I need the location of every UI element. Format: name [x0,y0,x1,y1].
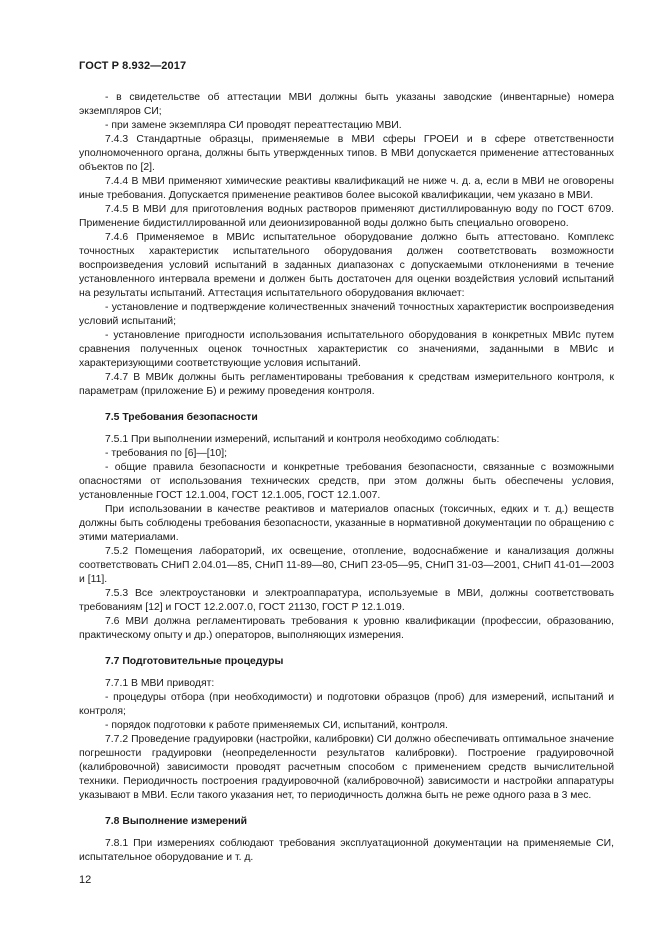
paragraph-7-4-7: 7.4.7 В МВИк должны быть регламентированы требования к средствам измерительного контроля, к параметрам (приложение Б) и режиму проведения контроля. [79,372,614,397]
paragraph-7-7-1: 7.7.1 В МВИ приводят: [105,678,215,689]
page-number: 12 [79,874,92,886]
paragraph-7-4-3: 7.4.3 Стандартные образцы, применяемые в МВИ сферы ГРОЕИ и в сфере ответственности уполномоченного органа, должны быть утвержденных типов. В МВИ допускается применение аттестованных объектов по [2]. [79,134,614,173]
paragraph-7-4-6: 7.4.6 Применяемое в МВИс испытательное оборудование должно быть аттестовано. Комплекс точностных характеристик испытательного оборудования должен соответствовать возможности воспроизведения условий испытаний в заданных диапазонах с допускаемыми отклонениями в течение установленного интервала времени и должен быть достаточен для оценки воздействия условий испытаний на результаты испытаний. Аттестация испытательного оборудования включает: [79,232,614,299]
document-body [79,91,614,865]
paragraph: - установление и подтверждение количественных значений точностных характеристик воспроизведения условий испытаний; [79,302,614,327]
paragraph-7-5-2: 7.5.2 Помещения лабораторий, их освещение, отопление, водоснабжение и канализация должны соответствовать СНиП 2.04.01—85, СНиП 11-89—80, СНиП 23-05—95, СНиП 31-03—2001, СНиП 41-01—2003 и [11]. [79,546,614,585]
paragraph-7-4-4: 7.4.4 В МВИ применяют химические реактивы квалификаций не ниже ч. д. а, если в МВИ не оговорены иные требования. Допускается применение реактивов более высокой квалификации, чем указано в МВИ. [79,176,614,201]
paragraph: - при замене экземпляра СИ проводят переаттестацию МВИ. [105,120,402,131]
paragraph-7-8-1: 7.8.1 При измерениях соблюдают требования эксплуатационной документации на применяемые СИ, испытательное оборудование и т. д. [79,838,614,863]
paragraph: - порядок подготовки к работе применяемых СИ, испытаний, контроля. [105,720,448,731]
paragraph: При использовании в качестве реактивов и материалов опасных (токсичных, едких и т. д.) веществ должны быть соблюдены требования безопасности, указанные в нормативной документации по обращению с этими материалами. [79,504,614,543]
paragraph-7-6: 7.6 МВИ должна регламентировать требования к уровню квалификации (профессии, образованию, практическому опыту и др.) операторов, выполняющих измерения. [79,616,614,641]
paragraph: - процедуры отбора (при необходимости) и подготовки образцов (проб) для измерений, испытаний и контроля; [79,692,614,717]
paragraph: - в свидетельстве об аттестации МВИ должны быть указаны заводские (инвентарные) номера экземпляров СИ; [79,92,614,117]
paragraph-7-5-3: 7.5.3 Все электроустановки и электроаппаратура, используемые в МВИ, должны соответствовать требованиям [12] и ГОСТ 12.2.007.0, ГОСТ 21130, ГОСТ Р 12.1.019. [79,588,614,613]
paragraph-7-5-1: 7.5.1 При выполнении измерений, испытаний и контроля необходимо соблюдать: [105,434,500,445]
paragraph: - общие правила безопасности и конкретные требования безопасности, связанные с возможными опасностями от использования технических средств, при этом должны быть обеспечены условия, установленные ГОСТ 12.1.004, ГОСТ 12.1.005, ГОСТ 12.1.007. [79,462,614,501]
paragraph: - требования по [6]—[10]; [105,448,227,459]
document-header: ГОСТ Р 8.932—2017 [79,60,187,72]
section-heading-7-7: 7.7 Подготовительные процедуры [105,656,284,667]
paragraph-7-4-5: 7.4.5 В МВИ для приготовления водных растворов применяют дистиллированную воду по ГОСТ 6709. Применение бидистиллированной или деионизированной воды должно быть специально оговорено. [79,204,614,229]
section-heading-7-5: 7.5 Требования безопасности [105,412,258,423]
section-heading-7-8: 7.8 Выполнение измерений [105,816,247,827]
paragraph: - установление пригодности использования испытательного оборудования в конкретных МВИс путем сравнения полученных оценок точностных характеристик со значениями, заданными в МВИс и характеризующими соответствующие условия испытаний. [79,330,614,369]
paragraph-7-7-2: 7.7.2 Проведение градуировки (настройки, калибровки) СИ должно обеспечивать оптимальное значение погрешности градуировки (неопределенности результатов калибровки). Построение градуировочной (калибровочной) зависимости проводят расчетным способом с применением средств вычислительной техники. Периодичность построения градуировочной (калибровочной) зависимости и настройки аппаратуры указывают в МВИ. Если такого указания нет, то периодичность должна быть не реже одного раза в 3 мес. [79,734,614,801]
